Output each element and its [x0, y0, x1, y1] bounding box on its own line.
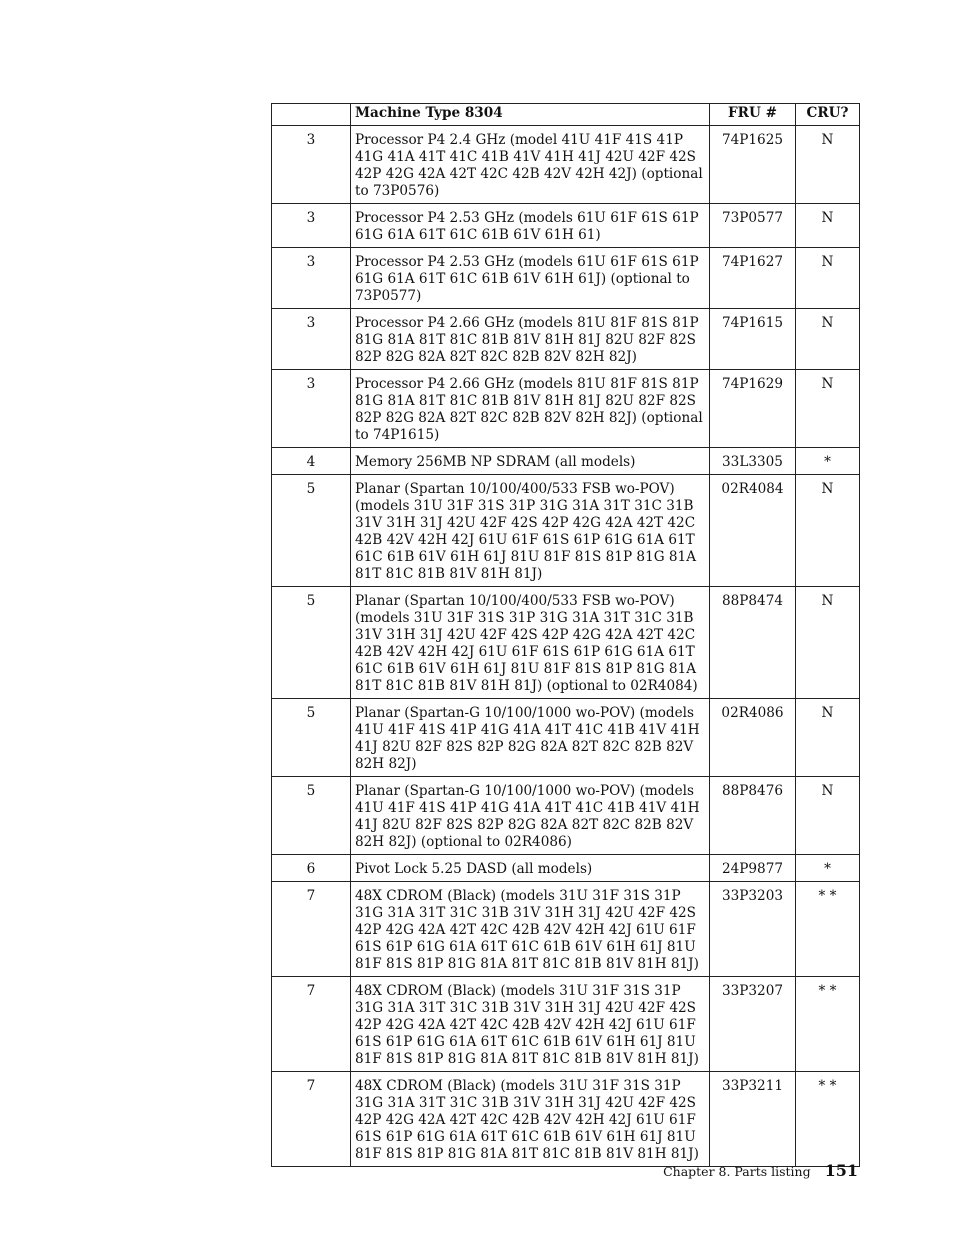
row-fru: 02R4086 [710, 699, 796, 777]
table-row [272, 699, 860, 777]
table-row [272, 855, 860, 882]
header-fru: FRU # [710, 104, 796, 126]
parts-table [271, 103, 860, 1167]
row-cru: N [796, 587, 860, 699]
row-fru: 33P3211 [710, 1072, 796, 1167]
row-cru: * [796, 448, 860, 475]
row-description: Planar (Spartan-G 10/100/1000 wo-POV) (models 41U 41F 41S 41P 41G 41A 41T 41C 41B 41V 41H 41J 82U 82F 82S 82P 82G 82A 82T 82C 82B 82V 82H 82J) (optional to 02R4086) [351, 777, 710, 855]
header-row [272, 104, 860, 126]
row-cru: * * [796, 977, 860, 1072]
row-description: Processor P4 2.66 GHz (models 81U 81F 81S 81P 81G 81A 81T 81C 81B 81V 81H 81J 82U 82F 82S 82P 82G 82A 82T 82C 82B 82V 82H 82J) (optional to 74P1615) [351, 370, 710, 448]
row-cru: N [796, 126, 860, 204]
row-description: Processor P4 2.4 GHz (model 41U 41F 41S 41P 41G 41A 41T 41C 41B 41V 41H 41J 42U 42F 42S 42P 42G 42A 42T 42C 42B 42V 42H 42J) (optional to 73P0576) [351, 126, 710, 204]
row-fru: 33L3305 [710, 448, 796, 475]
row-cru: N [796, 475, 860, 587]
page-footer [663, 1161, 858, 1180]
row-description: Memory 256MB NP SDRAM (all models) [351, 448, 710, 475]
row-cru: * [796, 855, 860, 882]
row-index: 3 [272, 370, 351, 448]
footer-page-number: 151 [824, 1161, 858, 1180]
row-fru: 74P1625 [710, 126, 796, 204]
footer-chapter: Chapter 8. Parts listing [663, 1164, 811, 1179]
row-index: 6 [272, 855, 351, 882]
row-description: Planar (Spartan 10/100/400/533 FSB wo-POV) (models 31U 31F 31S 31P 31G 31A 31T 31C 31B 31V 31H 31J 42U 42F 42S 42P 42G 42A 42T 42C 42B 42V 42H 42J 61U 61F 61S 61P 61G 61A 61T 61C 61B 61V 61H 61J 81U 81F 81S 81P 81G 81A 81T 81C 81B 81V 81H 81J) [351, 475, 710, 587]
table-body [272, 126, 860, 1167]
row-fru: 88P8476 [710, 777, 796, 855]
row-cru: N [796, 248, 860, 309]
table-row [272, 309, 860, 370]
row-cru: N [796, 777, 860, 855]
table-header [272, 104, 860, 126]
row-fru: 74P1629 [710, 370, 796, 448]
row-fru: 02R4084 [710, 475, 796, 587]
row-description: 48X CDROM (Black) (models 31U 31F 31S 31P 31G 31A 31T 31C 31B 31V 31H 31J 42U 42F 42S 42P 42G 42A 42T 42C 42B 42V 42H 42J 61U 61F 61S 61P 61G 61A 61T 61C 61B 61V 61H 61J 81U 81F 81S 81P 81G 81A 81T 81C 81B 81V 81H 81J) [351, 882, 710, 977]
table-row [272, 777, 860, 855]
table-row [272, 475, 860, 587]
row-index: 3 [272, 248, 351, 309]
row-index: 3 [272, 204, 351, 248]
row-description: Pivot Lock 5.25 DASD (all models) [351, 855, 710, 882]
row-cru: * * [796, 882, 860, 977]
row-fru: 88P8474 [710, 587, 796, 699]
row-index: 5 [272, 777, 351, 855]
row-fru: 24P9877 [710, 855, 796, 882]
row-description: Processor P4 2.53 GHz (models 61U 61F 61S 61P 61G 61A 61T 61C 61B 61V 61H 61J) (optional to 73P0577) [351, 248, 710, 309]
table-row [272, 248, 860, 309]
row-cru: * * [796, 1072, 860, 1167]
row-index: 7 [272, 882, 351, 977]
header-cru: CRU? [796, 104, 860, 126]
row-index: 5 [272, 587, 351, 699]
row-description: Processor P4 2.53 GHz (models 61U 61F 61S 61P 61G 61A 61T 61C 61B 61V 61H 61) [351, 204, 710, 248]
header-machine-type: Machine Type 8304 [351, 104, 710, 126]
row-description: Planar (Spartan-G 10/100/1000 wo-POV) (models 41U 41F 41S 41P 41G 41A 41T 41C 41B 41V 41H 41J 82U 82F 82S 82P 82G 82A 82T 82C 82B 82V 82H 82J) [351, 699, 710, 777]
row-cru: N [796, 204, 860, 248]
table-row [272, 587, 860, 699]
row-index: 5 [272, 475, 351, 587]
row-index: 4 [272, 448, 351, 475]
row-fru: 74P1627 [710, 248, 796, 309]
row-cru: N [796, 370, 860, 448]
row-index: 5 [272, 699, 351, 777]
row-cru: N [796, 699, 860, 777]
table-row [272, 448, 860, 475]
row-description: Planar (Spartan 10/100/400/533 FSB wo-POV) (models 31U 31F 31S 31P 31G 31A 31T 31C 31B 31V 31H 31J 42U 42F 42S 42P 42G 42A 42T 42C 42B 42V 42H 42J 61U 61F 61S 61P 61G 61A 61T 61C 61B 61V 61H 61J 81U 81F 81S 81P 81G 81A 81T 81C 81B 81V 81H 81J) (optional to 02R4084) [351, 587, 710, 699]
row-index: 7 [272, 977, 351, 1072]
row-description: Processor P4 2.66 GHz (models 81U 81F 81S 81P 81G 81A 81T 81C 81B 81V 81H 81J 82U 82F 82S 82P 82G 82A 82T 82C 82B 82V 82H 82J) [351, 309, 710, 370]
row-index: 7 [272, 1072, 351, 1167]
table-row [272, 977, 860, 1072]
table-row [272, 126, 860, 204]
row-fru: 73P0577 [710, 204, 796, 248]
row-index: 3 [272, 126, 351, 204]
table-row [272, 204, 860, 248]
row-cru: N [796, 309, 860, 370]
row-description: 48X CDROM (Black) (models 31U 31F 31S 31P 31G 31A 31T 31C 31B 31V 31H 31J 42U 42F 42S 42P 42G 42A 42T 42C 42B 42V 42H 42J 61U 61F 61S 61P 61G 61A 61T 61C 61B 61V 61H 61J 81U 81F 81S 81P 81G 81A 81T 81C 81B 81V 81H 81J) [351, 1072, 710, 1167]
row-fru: 33P3207 [710, 977, 796, 1072]
row-index: 3 [272, 309, 351, 370]
table-row [272, 882, 860, 977]
row-fru: 33P3203 [710, 882, 796, 977]
table-row [272, 370, 860, 448]
row-fru: 74P1615 [710, 309, 796, 370]
header-index [272, 104, 351, 126]
table-row [272, 1072, 860, 1167]
row-description: 48X CDROM (Black) (models 31U 31F 31S 31P 31G 31A 31T 31C 31B 31V 31H 31J 42U 42F 42S 42P 42G 42A 42T 42C 42B 42V 42H 42J 61U 61F 61S 61P 61G 61A 61T 61C 61B 61V 61H 61J 81U 81F 81S 81P 81G 81A 81T 81C 81B 81V 81H 81J) [351, 977, 710, 1072]
